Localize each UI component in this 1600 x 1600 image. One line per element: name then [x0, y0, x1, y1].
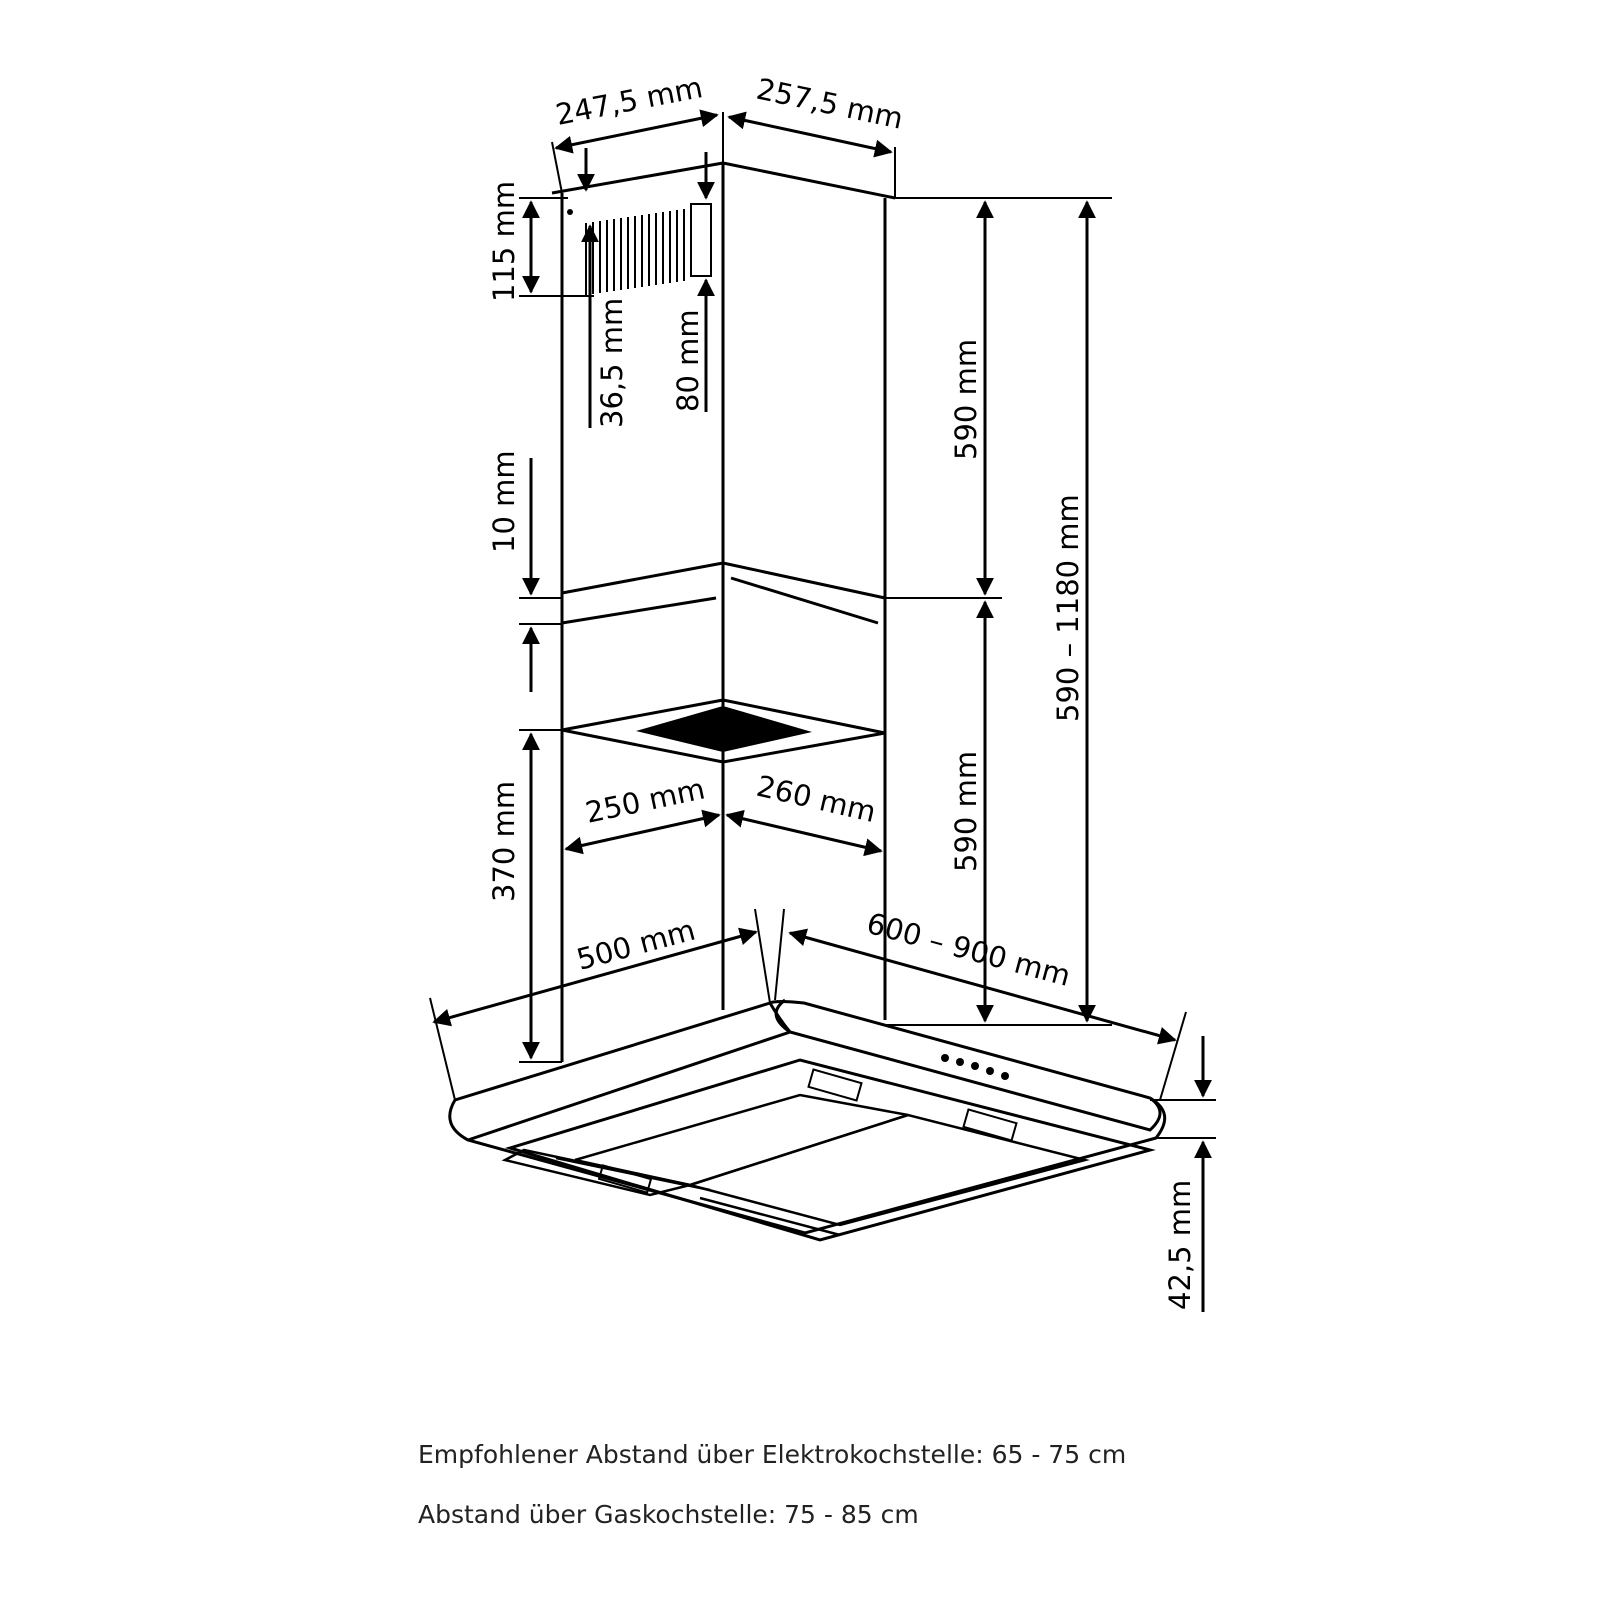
grease-filters — [505, 1095, 1085, 1235]
dim-label-upper-chimney-height: 590 mm — [949, 338, 983, 460]
filter-handle — [599, 1069, 1016, 1192]
dim-label-chimney-top-width: 257,5 mm — [753, 71, 907, 136]
dim-label-hood-width: 600 – 900 mm — [863, 905, 1075, 993]
dim-label-chimney-base-width: 260 mm — [753, 768, 880, 830]
outlet-flap — [691, 204, 711, 276]
dim-label-chimney-top-depth: 247,5 mm — [552, 70, 706, 132]
note-electric-hob-distance: Empfohlener Abstand über Elektrokochstelle: 65 - 75 cm — [418, 1440, 1127, 1469]
dim-label-outlet-height: 115 mm — [487, 180, 521, 302]
dim-label-hood-height: 42,5 mm — [1163, 1179, 1197, 1310]
dim-label-outlet-offset-right: 80 mm — [671, 309, 705, 412]
dim-label-chimney-base-depth: 250 mm — [582, 771, 708, 830]
dim-label-chimney-to-hood: 370 mm — [487, 780, 521, 902]
note-gas-hob-distance: Abstand über Gaskochstelle: 75 - 85 cm — [418, 1500, 919, 1529]
dim-label-hood-depth: 500 mm — [573, 912, 699, 977]
dim-label-total-chimney-height: 590 – 1180 mm — [1051, 494, 1085, 722]
hood-canopy — [450, 1000, 1165, 1240]
dim-label-lower-chimney-height: 590 mm — [949, 750, 983, 872]
dimension-lines — [430, 112, 1216, 1312]
air-outlet-grille — [586, 209, 684, 295]
dim-label-chimney-joint: 10 mm — [487, 450, 521, 553]
dim-label-outlet-offset-left: 36,5 mm — [595, 297, 629, 428]
screw-dot — [567, 209, 573, 215]
